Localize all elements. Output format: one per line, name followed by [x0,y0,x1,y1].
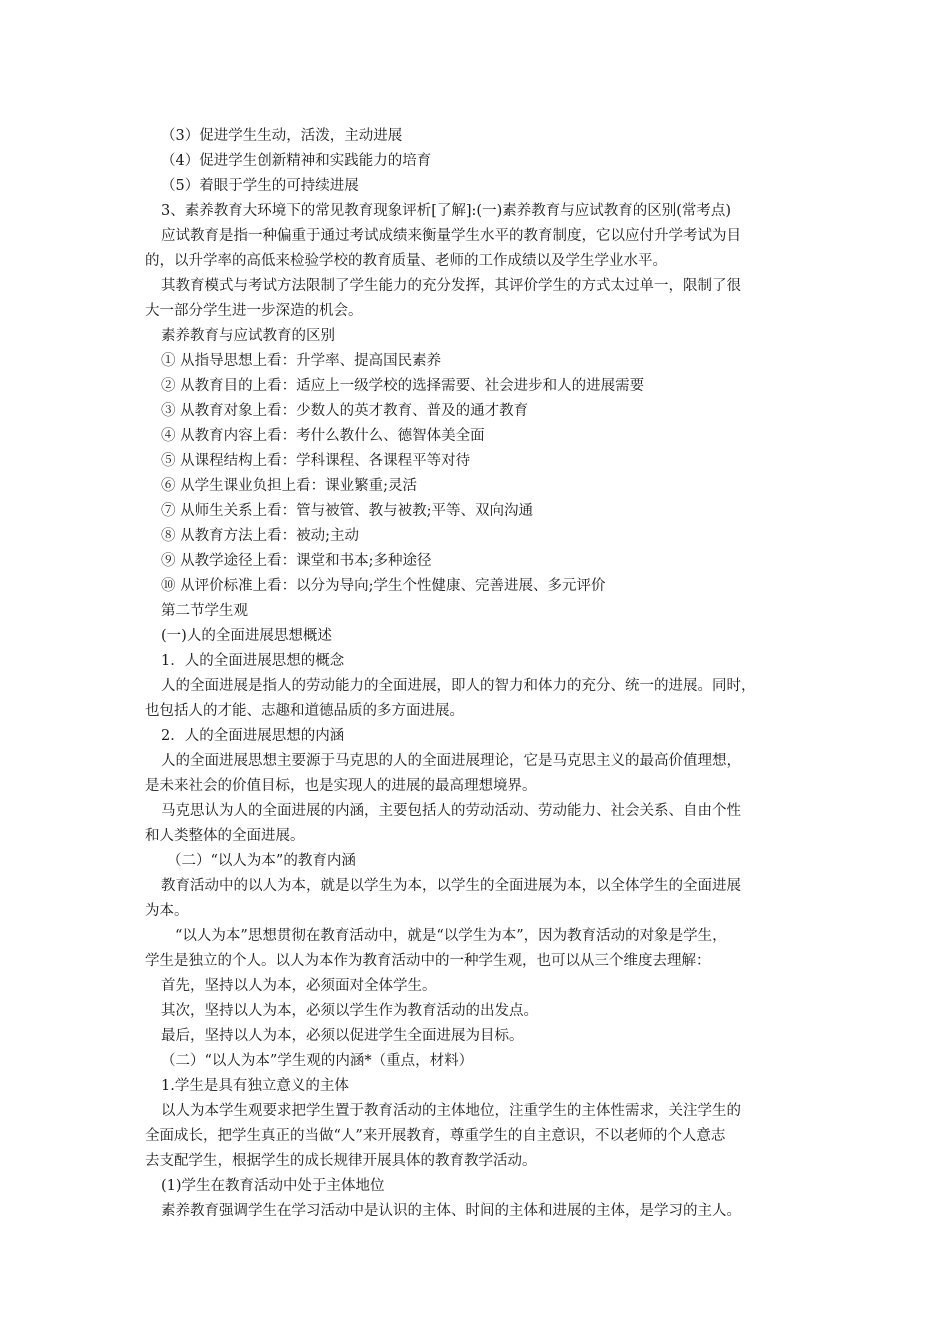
text-line: 和人类整体的全面进展。 [145,828,305,844]
text-line: （3）促进学生生动，活泼，主动进展 [161,128,403,144]
text-line: 的，以升学率的高低来检验学校的教育质量、老师的工作成绩以及学生学业水平。 [145,253,667,269]
text-line: 人的全面进展思想主要源于马克思的人的全面进展理论，它是马克思主义的最高价值理想， [161,753,741,769]
text-line: ② 从教育目的上看：适应上一级学校的选择需要、社会进步和人的进展需要 [161,378,645,394]
text-line: ⑩ 从评价标准上看：以分为导向;学生个性健康、完善进展、多元评价 [161,578,606,594]
text-line: （二）“以人为本”学生观的内涵*（重点，材料） [161,1053,474,1069]
text-line: ④ 从教育内容上看：考什么教什么、德智体美全面 [161,428,485,444]
text-line: 马克思认为人的全面进展的内涵，主要包括人的劳动活动、劳动能力、社会关系、自由个性 [161,803,741,819]
text-line: 也包括人的才能、志趣和道德品质的多方面进展。 [145,703,464,719]
text-line: (一)人的全面进展思想概述 [161,628,332,644]
text-line: ⑤ 从课程结构上看：学科课程、各课程平等对待 [161,453,471,469]
text-line: (1)学生在教育活动中处于主体地位 [161,1178,385,1194]
text-line: 其次，坚持以人为本，必须以学生作为教育活动的出发点。 [161,1003,538,1019]
text-line: 去支配学生，根据学生的成长规律开展具体的教育教学活动。 [145,1153,537,1169]
text-line: 最后，坚持以人为本，必须以促进学生全面进展为目标。 [161,1028,524,1044]
text-line: ⑧ 从教育方法上看：被动;主动 [161,528,359,544]
text-line: （二）“以人为本”的教育内涵 [167,853,356,869]
text-line: 第二节学生观 [161,603,248,619]
text-line: 为本。 [145,903,189,919]
text-line: 全面成长，把学生真正的当做“人”来开展教育，尊重学生的自主意识，不以老师的个人意志 [145,1128,726,1144]
text-line: 1.学生是具有独立意义的主体 [161,1078,349,1094]
text-line: 是未来社会的价值目标，也是实现人的进展的最高理想境界。 [145,778,537,794]
text-line: ⑨ 从教学途径上看：课堂和书本;多种途径 [161,553,432,569]
text-line: 3、素养教育大环境下的常见教育现象评析[了解]:(一)素养教育与应试教育的区别(常考点) [161,203,732,219]
text-line: 大一部分学生进一步深造的机会。 [145,303,363,319]
text-line: 首先，坚持以人为本，必须面对全体学生。 [161,978,437,994]
text-line: 应试教育是指一种偏重于通过考试成绩来衡量学生水平的教育制度，它以应付升学考试为目 [161,228,741,244]
text-line: 素养教育与应试教育的区别 [161,328,335,344]
text-line: 学生是独立的个人。以人为本作为教育活动中的一种学生观，也可以从三个维度去理解： [145,953,711,969]
text-line: ③ 从教育对象上看：少数人的英才教育、普及的通才教育 [161,403,529,419]
text-line: （5）着眼于学生的可持续进展 [161,178,359,194]
text-line: 2．人的全面进展思想的内涵 [161,728,345,744]
text-line: ⑥ 从学生课业负担上看：课业繁重;灵活 [161,478,417,494]
text-line: ⑦ 从师生关系上看：管与被管、教与被教;平等、双向沟通 [161,503,533,519]
text-line: 素养教育强调学生在学习活动中是认识的主体、时间的主体和进展的主体，是学习的主人。 [161,1203,741,1219]
document-body [145,124,810,1224]
text-line: 人的全面进展是指人的劳动能力的全面进展，即人的智力和体力的充分、统一的进展。同时， [161,678,756,694]
text-line: （4）促进学生创新精神和实践能力的培育 [161,153,432,169]
text-line: “以人为本”思想贯彻在教育活动中，就是“以学生为本”，因为教育活动的对象是学生， [175,928,727,944]
text-line: 1．人的全面进展思想的概念 [161,653,345,669]
text-line: 其教育模式与考试方法限制了学生能力的充分发挥，其评价学生的方式太过单一，限制了很 [161,278,741,294]
text-line: ① 从指导思想上看：升学率、提高国民素养 [161,353,442,369]
text-line: 以人为本学生观要求把学生置于教育活动的主体地位，注重学生的主体性需求，关注学生的 [161,1103,741,1119]
text-line: 教育活动中的以人为本，就是以学生为本，以学生的全面进展为本，以全体学生的全面进展 [161,878,741,894]
